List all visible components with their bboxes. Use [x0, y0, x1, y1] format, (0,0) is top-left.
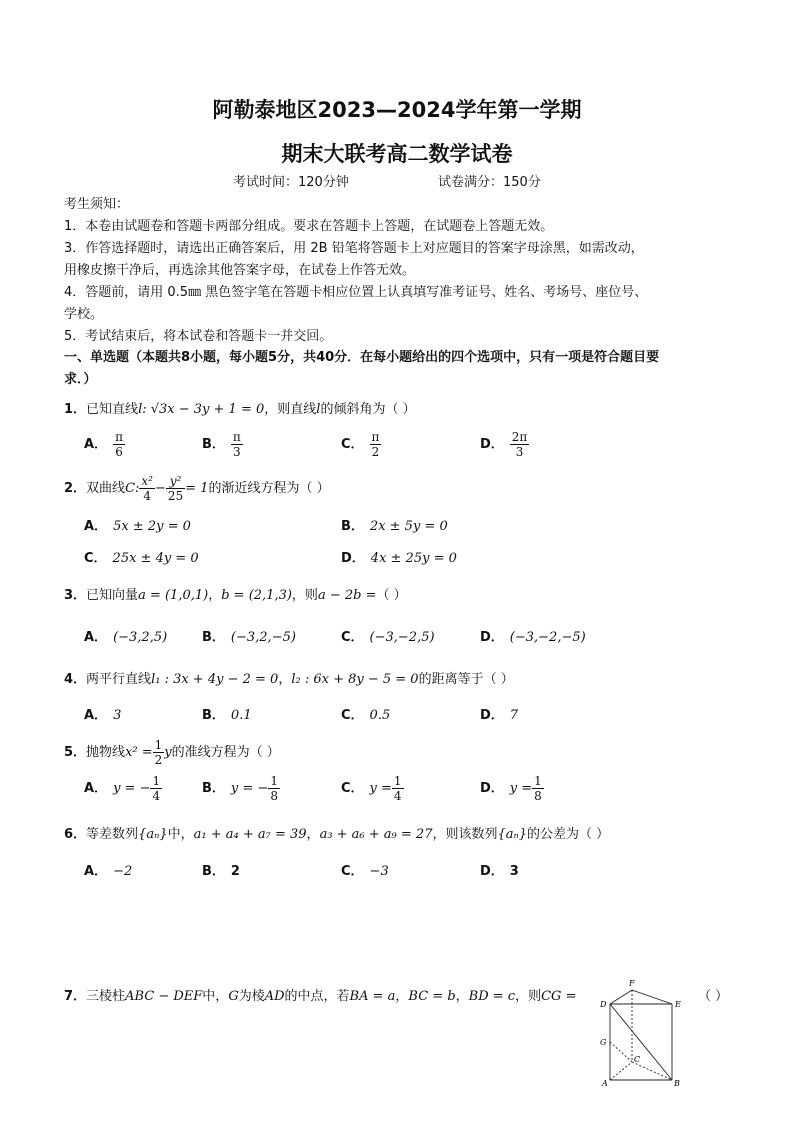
question-text: ，则: [515, 989, 542, 1004]
vertex-label-g: G: [600, 1038, 607, 1047]
math-expr: a = (1,0,1): [138, 588, 209, 603]
denominator: 2: [371, 445, 380, 459]
question-text: 的公差为（ ）: [527, 827, 610, 842]
option-expr: y = −: [113, 781, 151, 796]
option-label: D．: [341, 551, 365, 566]
vertex-label-c: C: [634, 1055, 641, 1064]
fraction: [231, 430, 243, 459]
exam-title-line2: 期末大联考高二数学试卷: [281, 142, 513, 166]
option-text: −3: [369, 864, 389, 879]
q1-option-a[interactable]: [84, 430, 125, 459]
q1-option-b[interactable]: [202, 430, 243, 459]
question-number: 6．: [64, 827, 87, 842]
q6-option-d[interactable]: [480, 860, 519, 879]
option-text: 3: [509, 864, 519, 879]
question-text: ，则: [291, 588, 318, 603]
question-text: 已知向量: [86, 588, 139, 603]
math-expr: x² =: [125, 745, 153, 760]
option-label: B．: [202, 708, 225, 723]
question-text: （ ）: [376, 588, 407, 603]
option-expr: y = −: [230, 781, 269, 796]
question-7: [64, 985, 576, 1004]
numerator: π: [115, 430, 123, 444]
option-label: B．: [341, 519, 364, 534]
math-expr: BA = a: [349, 989, 396, 1004]
numerator: x²: [141, 474, 153, 488]
denominator: 25: [167, 489, 184, 503]
option-label: A．: [84, 437, 108, 452]
option-text: −2: [113, 864, 133, 879]
numerator: y²: [166, 474, 185, 489]
section-heading-line2: 求．）: [64, 372, 97, 387]
math-expr: l: √3x − 3y + 1 = 0: [138, 402, 265, 417]
numerator: π: [371, 430, 380, 444]
math-var: y: [164, 745, 172, 760]
option-text: 2: [230, 864, 240, 879]
notice-item: 1．本卷由试题卷和答题卡两部分组成。要求在答题卡上答题，在试题卷上答题无效。: [64, 219, 554, 234]
question-text: ，则该数列: [432, 827, 498, 842]
option-text: 5x ± 2y = 0: [113, 519, 191, 534]
denominator: 4: [393, 789, 402, 803]
exam-time: 考试时间：120分钟: [233, 175, 349, 190]
q3-option-d[interactable]: [480, 626, 586, 645]
notice-item: 学校。: [64, 307, 104, 322]
question-3: [64, 584, 407, 603]
segment-gc: [610, 1042, 632, 1062]
edge-fe: [632, 990, 672, 1004]
option-label: C．: [341, 630, 364, 645]
option-label: B．: [202, 437, 225, 452]
question-text: 双曲线: [86, 481, 126, 496]
question-text: 的倾斜角为（ ）: [320, 402, 416, 417]
option-label: A．: [84, 864, 108, 879]
q6-option-b[interactable]: [202, 860, 240, 879]
question-text: 已知直线: [86, 402, 139, 417]
q5-option-b[interactable]: [202, 774, 280, 803]
option-label: D．: [480, 781, 504, 796]
denominator: 2: [154, 753, 163, 767]
denominator: 8: [270, 789, 278, 803]
option-text: 0.1: [230, 708, 252, 723]
q2-option-a[interactable]: [84, 515, 191, 534]
q4-option-b[interactable]: [202, 704, 252, 723]
option-label: B．: [202, 864, 225, 879]
fraction: [392, 774, 404, 803]
vertex-label-e: E: [675, 1000, 681, 1009]
math-var: C:: [125, 481, 140, 496]
math-expr: a₃ + a₆ + a₉ = 27: [319, 827, 433, 842]
q3-option-a[interactable]: [84, 626, 167, 645]
diagonal-db: [610, 1004, 672, 1080]
option-text: 7: [509, 708, 519, 723]
option-label: A．: [84, 630, 108, 645]
question-number: 2．: [64, 481, 87, 496]
denominator: 4: [152, 789, 161, 803]
question-text: ，则直线: [264, 402, 317, 417]
option-text: 0.5: [369, 708, 391, 723]
question-text: 等差数列: [86, 827, 139, 842]
option-text: 2x ± 5y = 0: [369, 519, 448, 534]
option-label: C．: [341, 781, 364, 796]
question-text: ，: [395, 989, 409, 1004]
math-op: −: [154, 481, 166, 496]
question-text: 的距离等于（ ）: [418, 672, 514, 687]
question-5: [64, 738, 280, 767]
math-expr: l₁ : 3x + 4y − 2 = 0: [151, 672, 279, 687]
math-expr: {aₙ}: [138, 827, 168, 842]
question-7-bracket: （ ）: [698, 989, 729, 1004]
question-text: 为棱: [238, 989, 265, 1004]
option-text: (−3,2,5): [113, 630, 168, 645]
option-label: A．: [84, 708, 108, 723]
fraction: [139, 474, 155, 503]
option-label: C．: [341, 437, 364, 452]
option-expr: y =: [369, 781, 392, 796]
question-text: 两平行直线: [86, 672, 152, 687]
option-label: C．: [341, 864, 364, 879]
question-text: ，: [278, 672, 292, 687]
q2-option-c[interactable]: [84, 547, 199, 566]
notice-heading: 考生须知：: [64, 197, 130, 212]
q2-option-b[interactable]: [341, 515, 448, 534]
q4-option-d[interactable]: [480, 704, 518, 723]
q2-option-d[interactable]: [341, 547, 457, 566]
question-text: 抛物线: [86, 745, 126, 760]
math-expr: BD = c: [468, 989, 516, 1004]
question-4: [64, 668, 514, 687]
fraction: [510, 430, 530, 459]
option-label: D．: [480, 630, 504, 645]
math-var: l: [316, 402, 321, 417]
edge-ac: [610, 1062, 632, 1080]
numerator: 1: [393, 774, 402, 788]
question-text: 中，: [202, 989, 229, 1004]
math-op: = 1: [185, 481, 209, 496]
option-label: C．: [341, 708, 364, 723]
question-text: 的渐近线方程为（ ）: [208, 481, 330, 496]
option-expr: y =: [509, 781, 533, 796]
question-6: [64, 823, 609, 842]
numerator: 2π: [511, 430, 528, 444]
question-2: [64, 474, 330, 503]
question-number: 5．: [64, 745, 87, 760]
math-expr: b = (2,1,3): [221, 588, 292, 603]
numerator: 1: [152, 774, 161, 788]
question-number: 3．: [64, 588, 87, 603]
question-text: ，: [208, 588, 222, 603]
question-number: 7．: [64, 989, 87, 1004]
q4-option-a[interactable]: [84, 704, 121, 723]
q1-option-c[interactable]: [341, 430, 381, 459]
denominator: 3: [233, 445, 241, 459]
numerator: π: [232, 430, 241, 444]
notice-item: 4．答题前，请用 0.5㎜ 黑色签字笔在答题卡相应位置上认真填写准考证号、姓名、考场号、座位号、: [64, 285, 648, 300]
fraction: [150, 774, 162, 803]
question-text: 的中点，若: [284, 989, 350, 1004]
fraction: [153, 738, 165, 767]
notice-item: 用橡皮擦干净后，再选涂其他答案字母，在试卷上作答无效。: [64, 263, 416, 278]
math-expr: a₁ + a₄ + a₇ = 39: [193, 827, 307, 842]
option-text: 25x ± 4y = 0: [112, 551, 199, 566]
denominator: 3: [515, 445, 524, 459]
option-label: D．: [480, 864, 504, 879]
question-text: 三棱柱: [86, 989, 126, 1004]
question-number: 1．: [64, 402, 87, 417]
math-var: AD: [264, 989, 285, 1004]
q6-option-c[interactable]: [341, 860, 389, 879]
fraction: [268, 774, 280, 803]
math-expr: CG =: [541, 989, 577, 1004]
option-text: (−3,−2,5): [369, 630, 435, 645]
q6-option-a[interactable]: [84, 860, 132, 879]
notice-item: 5．考试结束后，将本试卷和答题卡一并交回。: [64, 329, 333, 344]
edge-cb: [632, 1062, 672, 1080]
numerator: 1: [270, 774, 278, 788]
numerator: 1: [154, 738, 163, 752]
fraction: [370, 430, 382, 459]
math-expr: ABC − DEF: [125, 989, 203, 1004]
q5-option-c[interactable]: [341, 774, 404, 803]
option-text: (−3,2,−5): [230, 630, 296, 645]
fraction: [113, 430, 125, 459]
math-expr: BC = b: [408, 989, 456, 1004]
fraction: [166, 474, 185, 503]
full-score: 试卷满分：150分: [438, 175, 541, 190]
section-heading-line1: 一、单选题（本题共8小题，每小题5分，共40分．在每小题给出的四个选项中，只有一项是符合题目要: [64, 350, 660, 365]
option-label: D．: [480, 708, 504, 723]
option-text: (−3,−2,−5): [509, 630, 586, 645]
denominator: 8: [534, 789, 542, 803]
option-text: 4x ± 25y = 0: [370, 551, 457, 566]
option-label: A．: [84, 781, 108, 796]
option-label: A．: [84, 519, 108, 534]
question-text: ，: [306, 827, 320, 842]
option-label: D．: [480, 437, 504, 452]
option-label: B．: [202, 781, 225, 796]
vertex-label-f: F: [629, 979, 635, 988]
question-text: 的准线方程为（ ）: [171, 745, 280, 760]
denominator: 6: [115, 445, 123, 459]
option-text: 3: [113, 708, 122, 723]
q4-option-c[interactable]: [341, 704, 390, 723]
q3-option-b[interactable]: [202, 626, 296, 645]
q5-option-a[interactable]: [84, 774, 162, 803]
q1-option-d[interactable]: [480, 430, 529, 459]
math-var: G: [228, 989, 239, 1004]
notice-item: 3．作答选择题时，请选出正确答案后，用 2B 铅笔将答题卡上对应题目的答案字母涂黑，如需改动，: [64, 241, 644, 256]
math-expr: l₂ : 6x + 8y − 5 = 0: [291, 672, 419, 687]
option-label: B．: [202, 630, 225, 645]
numerator: 1: [534, 774, 542, 788]
q3-option-c[interactable]: [341, 626, 435, 645]
option-label: C．: [84, 551, 107, 566]
question-text: ，: [455, 989, 469, 1004]
vertex-label-b: B: [674, 1079, 680, 1088]
vertex-label-a: A: [602, 1079, 608, 1088]
vertex-label-d: D: [600, 1000, 607, 1009]
exam-title-line1: 阿勒泰地区2023—2024学年第一学期: [212, 98, 582, 122]
prism-figure: [596, 976, 688, 1088]
math-expr: {aₙ}: [497, 827, 528, 842]
denominator: 4: [143, 489, 151, 503]
fraction: [532, 774, 544, 803]
question-number: 4．: [64, 672, 87, 687]
question-1: [64, 398, 416, 417]
question-text: 中，: [167, 827, 194, 842]
edge-df: [610, 990, 632, 1004]
q5-option-d[interactable]: [480, 774, 544, 803]
math-expr: a − 2b =: [317, 588, 377, 603]
